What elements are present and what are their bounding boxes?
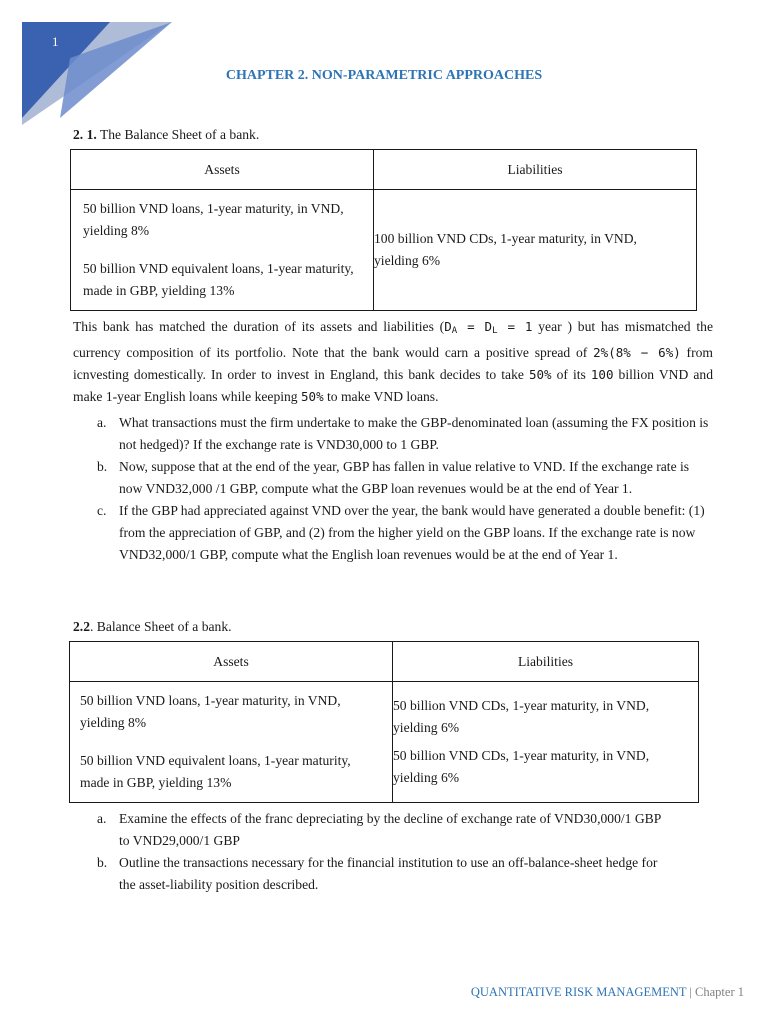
- section-heading-2-2: [73, 619, 232, 635]
- footer-separator: |: [689, 985, 692, 999]
- body-paragraph: This bank has matched the duration of its assets and liabilities ($D_A = D_L = 1$ year ) but has mismatched the currency composition of its portfolio. Note that the bank would carn a positive spread of 2%(8% − 6%) from icnvesting domestically. In order to invest in England, this bank decides to take 50% of its 100 billion VND and make 1-year English loans while keeping 50% to make VND loans.: [73, 319, 714, 404]
- assets-header: Assets: [71, 150, 374, 190]
- question-list-1: [73, 412, 713, 566]
- question-item: a. Examine the effects of the franc depreciating by the decline of exchange rate of VND30,000/1 GBP to VND29,000/1 GBP: [97, 811, 661, 848]
- liabilities-cell: [393, 682, 699, 803]
- asset-item: 50 billion VND loans, 1-year maturity, in VND, yielding 8%: [80, 693, 341, 730]
- asset-item: 50 billion VND equivalent loans, 1-year maturity, made in GBP, yielding 13%: [83, 261, 354, 298]
- question-list-2: [73, 808, 673, 896]
- corner-decoration: [0, 0, 180, 125]
- liabilities-header: Liabilities: [393, 642, 699, 682]
- section-number: 2.2: [73, 619, 90, 634]
- question-item: b. Now, suppose that at the end of the year, GBP has fallen in value relative to VND. If the exchange rate is now VND32,000 /1 GBP, compute what the GBP loan revenues would be at the end of Year 1.: [97, 459, 690, 496]
- section-heading-2-1: [73, 127, 259, 143]
- page-number: 1: [52, 34, 59, 49]
- question-item: a. What transactions must the firm undertake to make the GBP-denominated loan (assuming the FX position is not hedged)? If the exchange rate is VND30,000 to 1 GBP.: [97, 415, 709, 452]
- liability-item: 50 billion VND CDs, 1-year maturity, in VND, yielding 6%: [393, 748, 650, 785]
- liabilities-header: Liabilities: [374, 150, 697, 190]
- section-number: 2. 1.: [73, 127, 97, 142]
- page-footer: [471, 985, 744, 1000]
- assets-cell: [71, 190, 374, 311]
- question-item: c. If the GBP had appreciated against VND over the year, the bank would have generated a double benefit: (1) from the appreciation of GBP, and (2) from the higher yield on the GBP loans. If the exchange rate is now VND32,000/1 GBP, compute what the English loan revenues would be at the end of Year 1.: [97, 503, 705, 562]
- liability-item: 50 billion VND CDs, 1-year maturity, in VND, yielding 6%: [393, 698, 650, 735]
- footer-chapter: Chapter 1: [691, 985, 744, 999]
- balance-sheet-table-1: [70, 149, 697, 311]
- asset-item: 50 billion VND loans, 1-year maturity, in VND, yielding 8%: [83, 201, 344, 238]
- chapter-title: CHAPTER 2. NON-PARAMETRIC APPROACHES: [225, 68, 543, 83]
- liabilities-cell: [374, 190, 697, 311]
- section-title: The Balance Sheet of a bank.: [96, 127, 260, 142]
- assets-header: Assets: [70, 642, 393, 682]
- assets-cell: [70, 682, 393, 803]
- footer-title: QUANTITATIVE RISK MANAGEMENT: [470, 985, 687, 999]
- balance-sheet-table-2: [69, 641, 699, 803]
- question-item: b. Outline the transactions necessary for the financial institution to use an off-balance-sheet hedge for the asset-liability position described.: [97, 855, 658, 892]
- asset-item: 50 billion VND equivalent loans, 1-year maturity, made in GBP, yielding 13%: [80, 753, 351, 790]
- section-title: . Balance Sheet of a bank.: [90, 619, 232, 634]
- liability-item: 100 billion VND CDs, 1-year maturity, in VND, yielding 6%: [374, 231, 637, 268]
